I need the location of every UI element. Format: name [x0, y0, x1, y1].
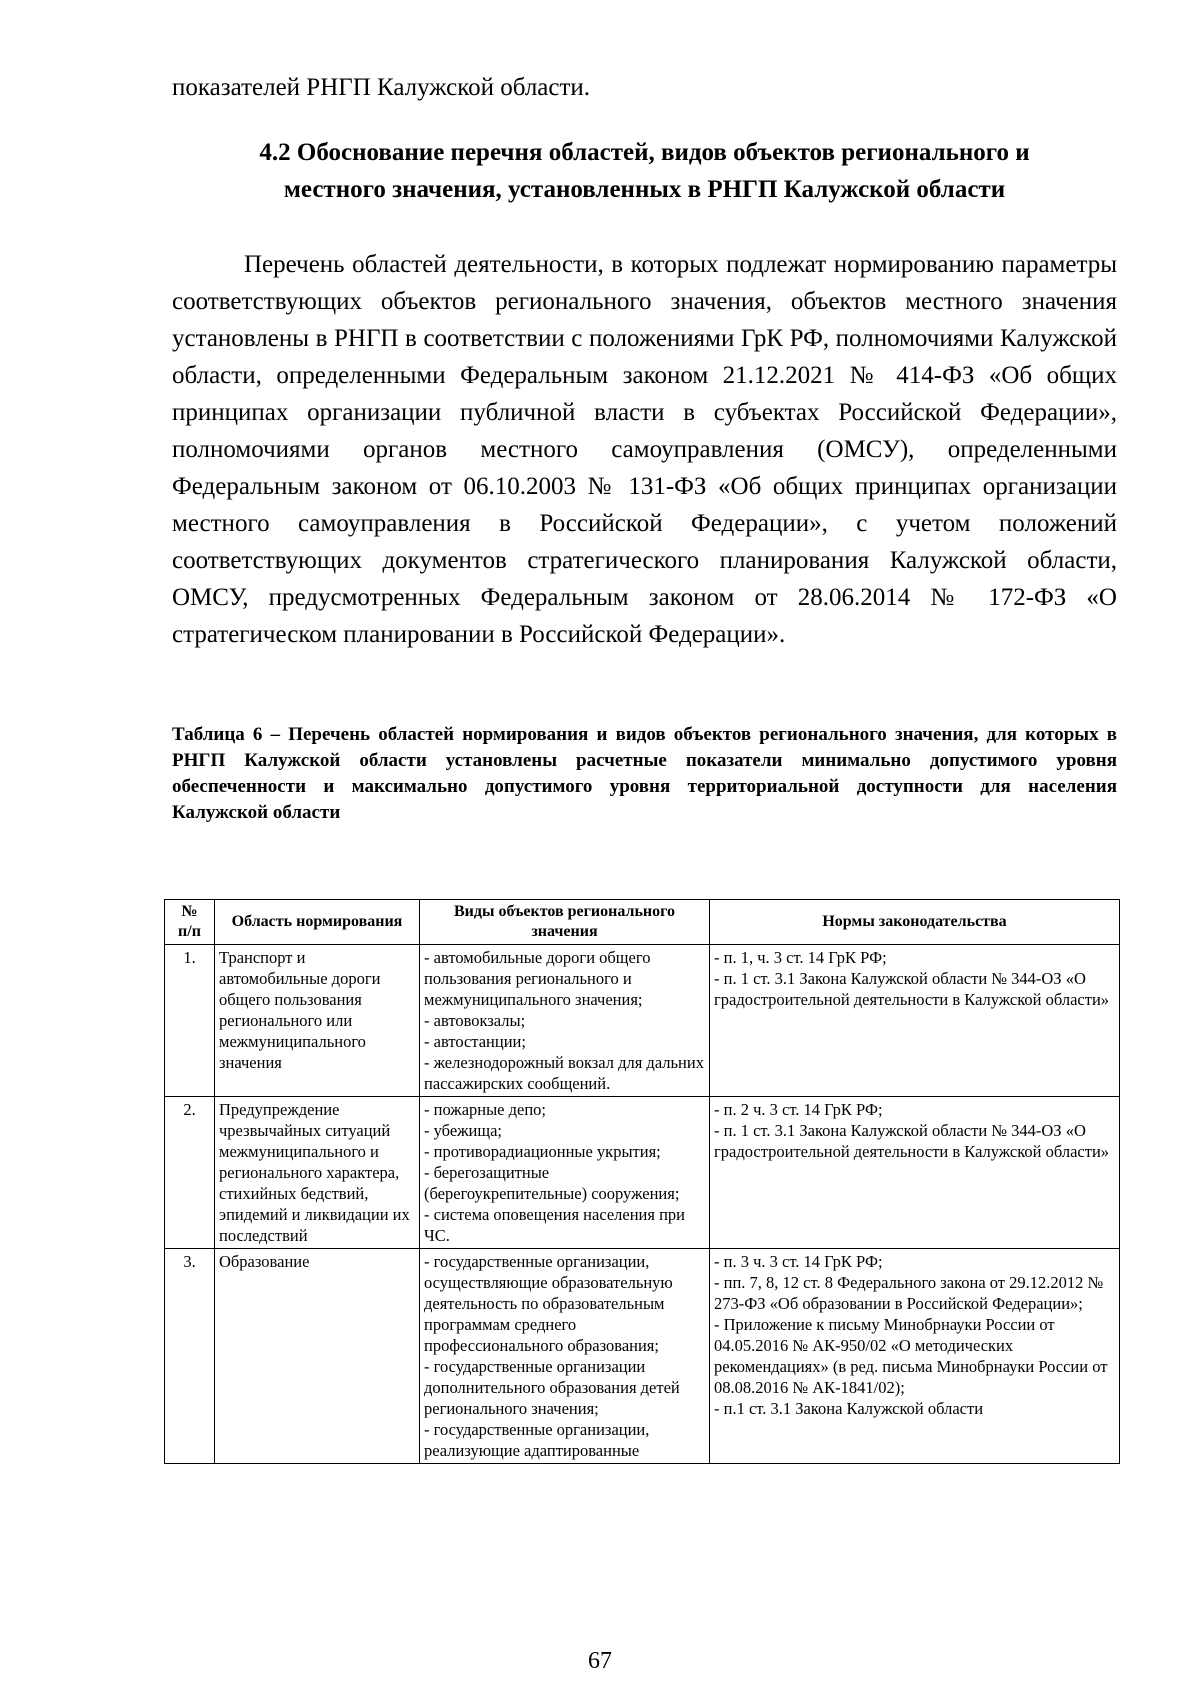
table-row [165, 945, 1120, 1097]
object-item: - убежища; [424, 1121, 502, 1140]
row-objects [420, 945, 710, 1097]
norm-item: - п.1 ст. 3.1 Закона Калужской области [714, 1399, 984, 1418]
row-num: 1. [165, 945, 215, 1097]
header-num [165, 900, 215, 945]
object-item: - железнодорожный вокзал для дальних пассажирских сообщений. [424, 1053, 704, 1093]
object-item: - автомобильные дороги общего пользования регионального и межмуниципального значения; [424, 948, 651, 1009]
section-heading-line-1: 4.2 Обоснование перечня областей, видов объектов регионального и [259, 139, 1030, 166]
object-item: - система оповещения населения при ЧС. [424, 1205, 686, 1245]
row-norms [710, 1097, 1120, 1249]
row-norms [710, 945, 1120, 1097]
row-num: 3. [165, 1249, 215, 1464]
section-heading-line-2: местного значения, установленных в РНГП Калужской области [283, 176, 1006, 203]
header-num-line-1: № [181, 903, 198, 920]
row-objects [420, 1097, 710, 1249]
norm-item: - п. 3 ч. 3 ст. 14 ГрК РФ; [714, 1252, 883, 1271]
norm-item: - п. 1 ст. 3.1 Закона Калужской области № 344-ОЗ «О градостроительной деятельности в Калужской области» [714, 969, 1110, 1009]
object-item: - государственные организации дополнительного образования детей регионального значения; [424, 1357, 680, 1418]
object-item: - государственные организации, реализующие адаптированные [424, 1420, 650, 1460]
table-row [165, 1097, 1120, 1249]
object-item: - государственные организации, осуществляющие образовательную деятельность по образовательным программам среднего профессионального образования; [424, 1252, 673, 1355]
body-paragraph: Перечень областей деятельности, в которых подлежат нормированию параметры соответствующих объектов регионального значения, объектов местного значения установлены в РНГП в соответствии с положениями ГрК РФ, полномочиями Калужской области, определенными Федеральным законом 21.12.2021 № 414-ФЗ «Об общих принципах организации публичной власти в субъектах Российской Федерации», полномочиями органов местного самоуправления (ОМСУ), определенными Федеральным законом от 06.10.2003 № 131-ФЗ «Об общих принципах организации местного самоуправления в Российской Федерации», с учетом положений соответствующих документов стратегического планирования Калужской области, ОМСУ, предусмотренных Федеральным законом от 28.06.2014 № 172-ФЗ «О стратегическом планировании в Российской Федерации». [172, 251, 1117, 648]
row-area: Образование [215, 1249, 420, 1464]
norm-item: - Приложение к письму Минобрнауки России от 04.05.2016 № АК-950/02 «О методических рекомендациях» (в ред. письма Минобрнауки России от 08.08.2016 № АК-1841/02); [714, 1315, 1108, 1397]
norm-item: - п. 2 ч. 3 ст. 14 ГрК РФ; [714, 1100, 883, 1119]
header-area: Область нормирования [215, 900, 420, 945]
page-number: 67 [588, 1648, 612, 1674]
header-objects: Виды объектов регионального значения [420, 900, 710, 945]
object-item: - противорадиационные укрытия; [424, 1142, 661, 1161]
norm-item: - п. 1, ч. 3 ст. 14 ГрК РФ; [714, 948, 887, 967]
section-heading [172, 134, 1117, 208]
object-item: - берегозащитные (берегоукрепительные) сооружения; [424, 1163, 680, 1203]
lead-line: показателей РНГП Калужской области. [172, 74, 591, 101]
table-row [165, 1249, 1120, 1464]
object-item: - автовокзалы; [424, 1011, 526, 1030]
table-caption: Таблица 6 – Перечень областей нормирования и видов объектов регионального значения, для которых в РНГП Калужской области установлены расчетные показатели минимально допустимого уровня обеспеченности и максимально допустимого уровня территориальной доступности для населения Калужской области [172, 724, 1117, 823]
header-num-line-2: п/п [178, 923, 201, 940]
row-area: Предупреждение чрезвычайных ситуаций межмуниципального и регионального характера, стихийных бедствий, эпидемий и ликвидации их последствий [215, 1097, 420, 1249]
norms-table [164, 899, 1120, 1464]
norm-item: - пп. 7, 8, 12 ст. 8 Федерального закона от 29.12.2012 № 273-ФЗ «Об образовании в Российской Федерации»; [714, 1273, 1104, 1313]
object-item: - пожарные депо; [424, 1100, 547, 1119]
row-objects [420, 1249, 710, 1464]
header-norms: Нормы законодательства [710, 900, 1120, 945]
row-num: 2. [165, 1097, 215, 1249]
table-header-row [165, 900, 1120, 945]
row-area: Транспорт и автомобильные дороги общего пользования регионального или межмуниципального значения [215, 945, 420, 1097]
row-norms [710, 1249, 1120, 1464]
norm-item: - п. 1 ст. 3.1 Закона Калужской области № 344-ОЗ «О градостроительной деятельности в Калужской области» [714, 1121, 1110, 1161]
object-item: - автостанции; [424, 1032, 526, 1051]
